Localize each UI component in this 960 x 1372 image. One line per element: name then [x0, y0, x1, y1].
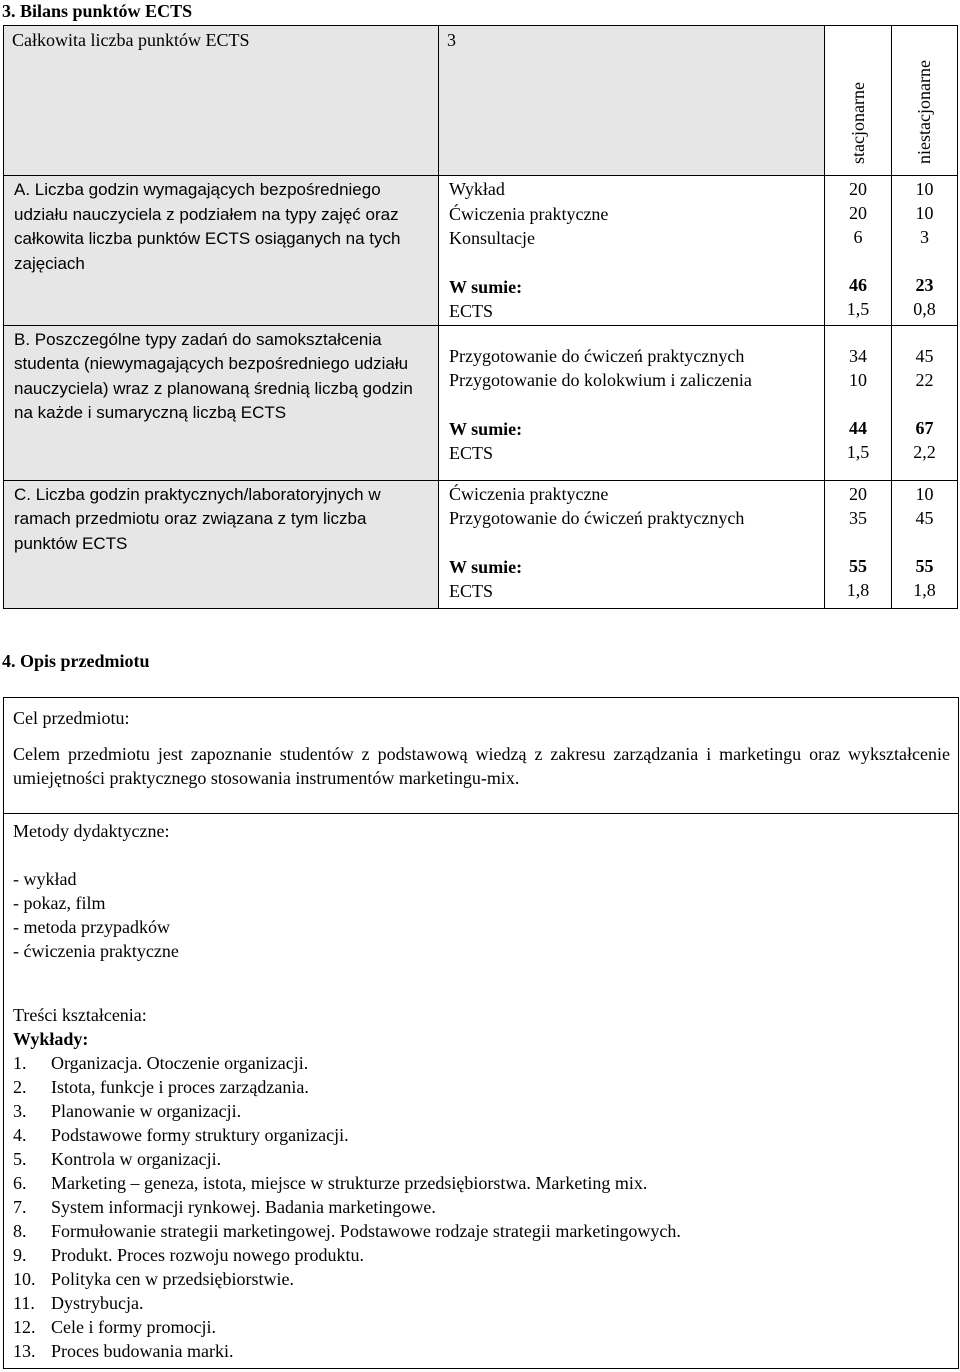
row-b-niestac: 45 22 67 2,2	[892, 325, 958, 480]
list-item: 2. Istota, funkcje i proces zarządzania.	[13, 1077, 309, 1097]
content-box	[3, 812, 959, 1369]
cel-box	[3, 697, 959, 814]
row-b-label: B. Poszczególne typy zadań do samokształcenia studenta (niewymagających bezpośredniego udziału nauczyciela) wraz z planowaną średnią liczbą godzin na każde i sumaryczną liczbą ECTS	[4, 325, 439, 480]
list-item: 11. Dystrybucja.	[13, 1293, 144, 1313]
ects-table	[3, 25, 958, 609]
list-item: 9. Produkt. Proces rozwoju nowego produktu.	[13, 1245, 364, 1265]
tresci-heading: Treści kształcenia:	[13, 1005, 147, 1025]
list-item: 1. Organizacja. Otoczenie organizacji.	[13, 1053, 309, 1073]
cel-heading: Cel przedmiotu:	[13, 708, 130, 728]
row-a-label: A. Liczba godzin wymagających bezpośredniego udziału nauczyciela z podziałem na typy zajęć oraz całkowita liczba punktów ECTS osiąganych na tych zajęciach	[4, 176, 439, 326]
list-item: 13. Proces budowania marki.	[13, 1341, 234, 1361]
list-item: 5. Kontrola w organizacji.	[13, 1149, 222, 1169]
list-item: 10. Polityka cen w przedsiębiorstwie.	[13, 1269, 294, 1289]
section-3-title: 3. Bilans punktów ECTS	[2, 1, 193, 21]
row-a-stac: 20 20 6 46 1,5	[825, 176, 892, 326]
list-item: 3. Planowanie w organizacji.	[13, 1101, 242, 1121]
row-a-items: Wykład Ćwiczenia praktyczne Konsultacje W sumie: ECTS	[439, 176, 825, 326]
metody-item: - pokaz, film	[13, 893, 106, 913]
list-item: 6. Marketing – geneza, istota, miejsce w strukturze przedsiębiorstwa. Marketing mix.	[13, 1173, 648, 1193]
list-item: 12. Cele i formy promocji.	[13, 1317, 216, 1337]
row-b-stac: 34 10 44 1,5	[825, 325, 892, 480]
wyklady-heading: Wykłady:	[13, 1029, 89, 1049]
row-c-niestac: 10 45 55 1,8	[892, 480, 958, 608]
list-item: 7. System informacji rynkowej. Badania marketingowe.	[13, 1197, 436, 1217]
metody-heading: Metody dydaktyczne:	[13, 821, 170, 841]
col-stacjonarne: stacjonarne	[847, 82, 868, 164]
metody-item: - wykład	[13, 869, 77, 889]
wyklady-list	[13, 1051, 950, 1363]
section-4-title: 4. Opis przedmiotu	[2, 651, 150, 671]
list-item: 8. Formułowanie strategii marketingowej. Podstawowe rodzaje strategii marketingowych.	[13, 1221, 681, 1241]
row-c-items: Ćwiczenia praktyczne Przygotowanie do ćwiczeń praktycznych W sumie: ECTS	[439, 480, 825, 608]
col-niestacjonarne: niestacjonarne	[914, 60, 934, 164]
total-ects-label: Całkowita liczba punktów ECTS	[12, 30, 250, 50]
metody-item: - ćwiczenia praktyczne	[13, 941, 179, 961]
row-c-stac: 20 35 55 1,8	[825, 480, 892, 608]
cel-text: Celem przedmiotu jest zapoznanie studentów z podstawową wiedzą z zakresu zarządzania i marketingu oraz wykształcenie umiejętności praktycznego stosowania instrumentów marketingu-mix.	[13, 744, 950, 788]
list-item: 4. Podstawowe formy struktury organizacji.	[13, 1125, 349, 1145]
metody-item: - metoda przypadków	[13, 917, 170, 937]
row-a-niestac: 10 10 3 23 0,8	[892, 176, 958, 326]
row-c-label: C. Liczba godzin praktycznych/laboratoryjnych w ramach przedmiotu oraz związana z tym liczba punktów ECTS	[4, 480, 439, 608]
row-b-items: Przygotowanie do ćwiczeń praktycznych Przygotowanie do kolokwium i zaliczenia W sumie: ECTS	[439, 325, 825, 480]
total-ects-value: 3	[447, 30, 456, 50]
